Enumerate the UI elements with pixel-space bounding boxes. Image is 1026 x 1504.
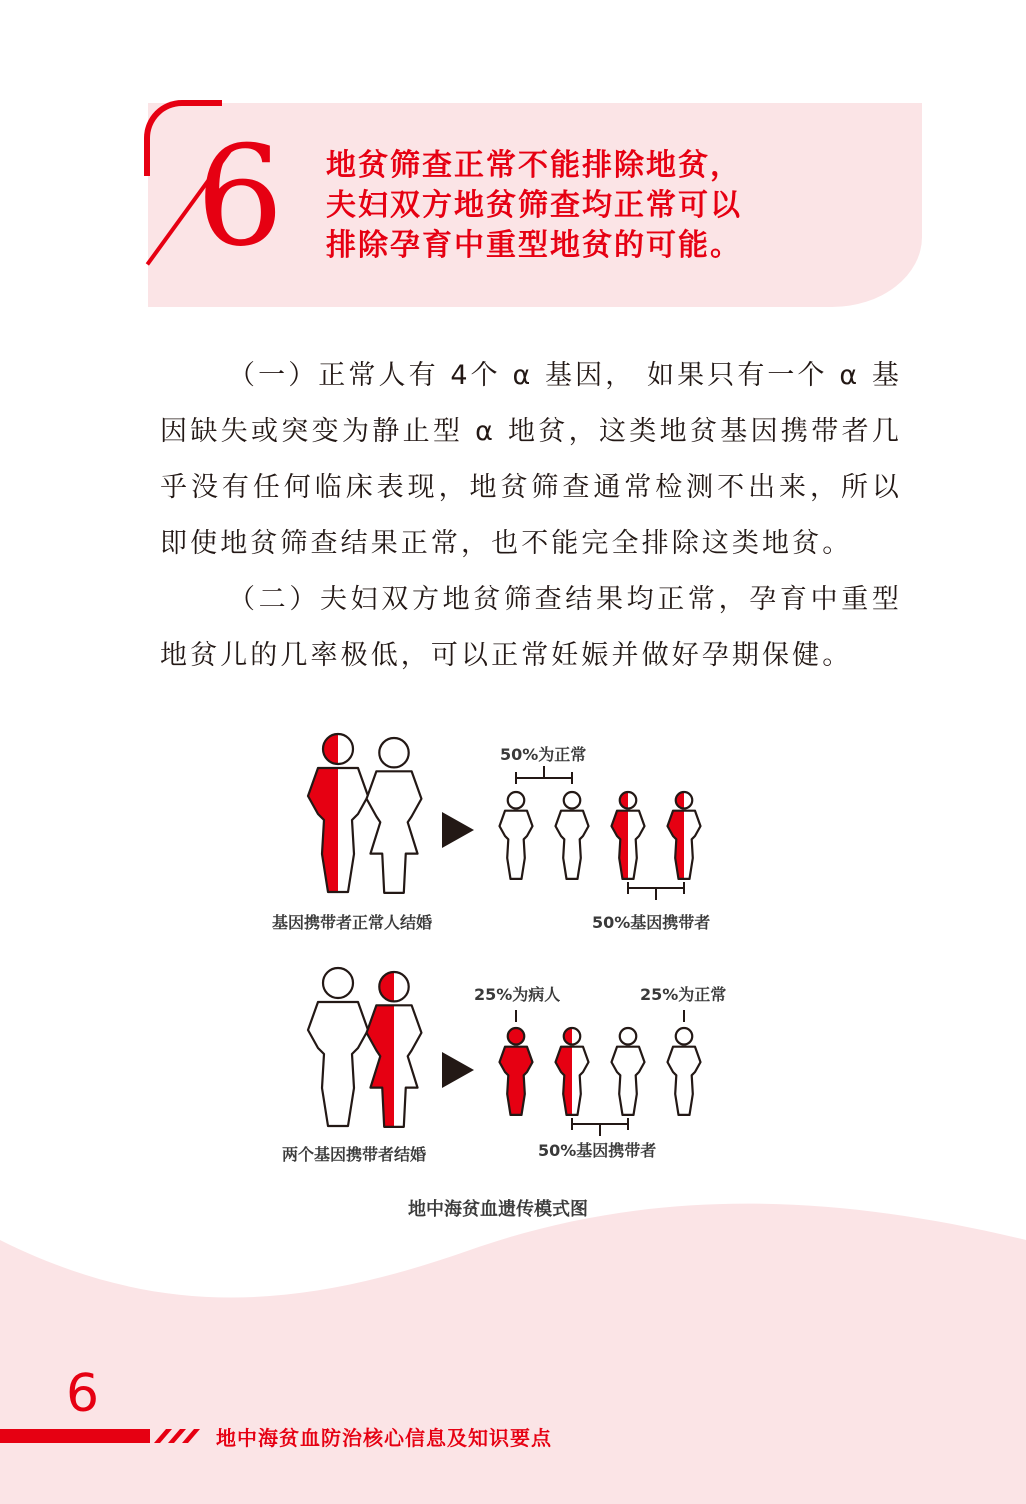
arrow-icon xyxy=(442,1052,474,1088)
wave-background xyxy=(0,1200,1026,1504)
bracket-bottom xyxy=(628,882,684,900)
child-carrier xyxy=(556,1028,589,1115)
label-50-carrier-row1: 50%基因携带者 xyxy=(592,913,711,932)
mother-carrier xyxy=(367,972,422,1127)
label-50-carrier-row2: 50%基因携带者 xyxy=(538,1141,657,1160)
section-title-line: 夫妇双方地贫筛查均正常可以 xyxy=(326,188,742,223)
section-number: 6 xyxy=(196,116,284,277)
page-number: 6 xyxy=(66,1364,100,1424)
footer-title: 地中海贫血防治核心信息及知识要点 xyxy=(216,1426,552,1450)
label-25-normal: 25%为正常 xyxy=(640,985,727,1004)
label-parents-row2: 两个基因携带者结婚 xyxy=(282,1145,427,1164)
paragraph: （二）夫妇双方地贫筛查结果均正常，孕育中重型地贫儿的几率极低，可以正常妊娠并做好孕期保健。 xyxy=(160,584,902,671)
child-carrier xyxy=(668,792,701,879)
child-normal xyxy=(668,1028,701,1115)
arrow-icon xyxy=(442,812,474,848)
father-carrier xyxy=(308,968,368,1126)
label-parents-row1: 基因携带者正常人结婚 xyxy=(272,913,433,932)
child-carrier xyxy=(612,792,645,879)
child-patient xyxy=(500,1028,533,1115)
footer-stripe-bar xyxy=(0,1425,220,1449)
bracket-bottom xyxy=(572,1118,628,1136)
child-normal xyxy=(556,792,589,879)
figure-caption: 地中海贫血遗传模式图 xyxy=(408,1199,588,1220)
paragraph: （一）正常人有 4个 α 基因， 如果只有一个 α 基因缺失或突变为静止型 α 地贫，这类地贫基因携带者几乎没有任何临床表现，地贫筛查通常检测不出来，所以即使地贫筛查结果正常，也不能完全排除这类地贫。 xyxy=(160,360,902,559)
child-normal xyxy=(500,792,533,879)
child-carrier xyxy=(612,1028,645,1115)
bracket-top xyxy=(516,766,572,784)
section-title-line: 地贫筛查正常不能排除地贫， xyxy=(326,148,742,183)
label-50-normal: 50%为正常 xyxy=(500,745,587,764)
mother-normal xyxy=(367,738,422,893)
father-carrier xyxy=(308,734,368,892)
label-25-patient: 25%为病人 xyxy=(474,985,561,1004)
section-title-line: 排除孕育中重型地贫的可能。 xyxy=(326,228,742,263)
